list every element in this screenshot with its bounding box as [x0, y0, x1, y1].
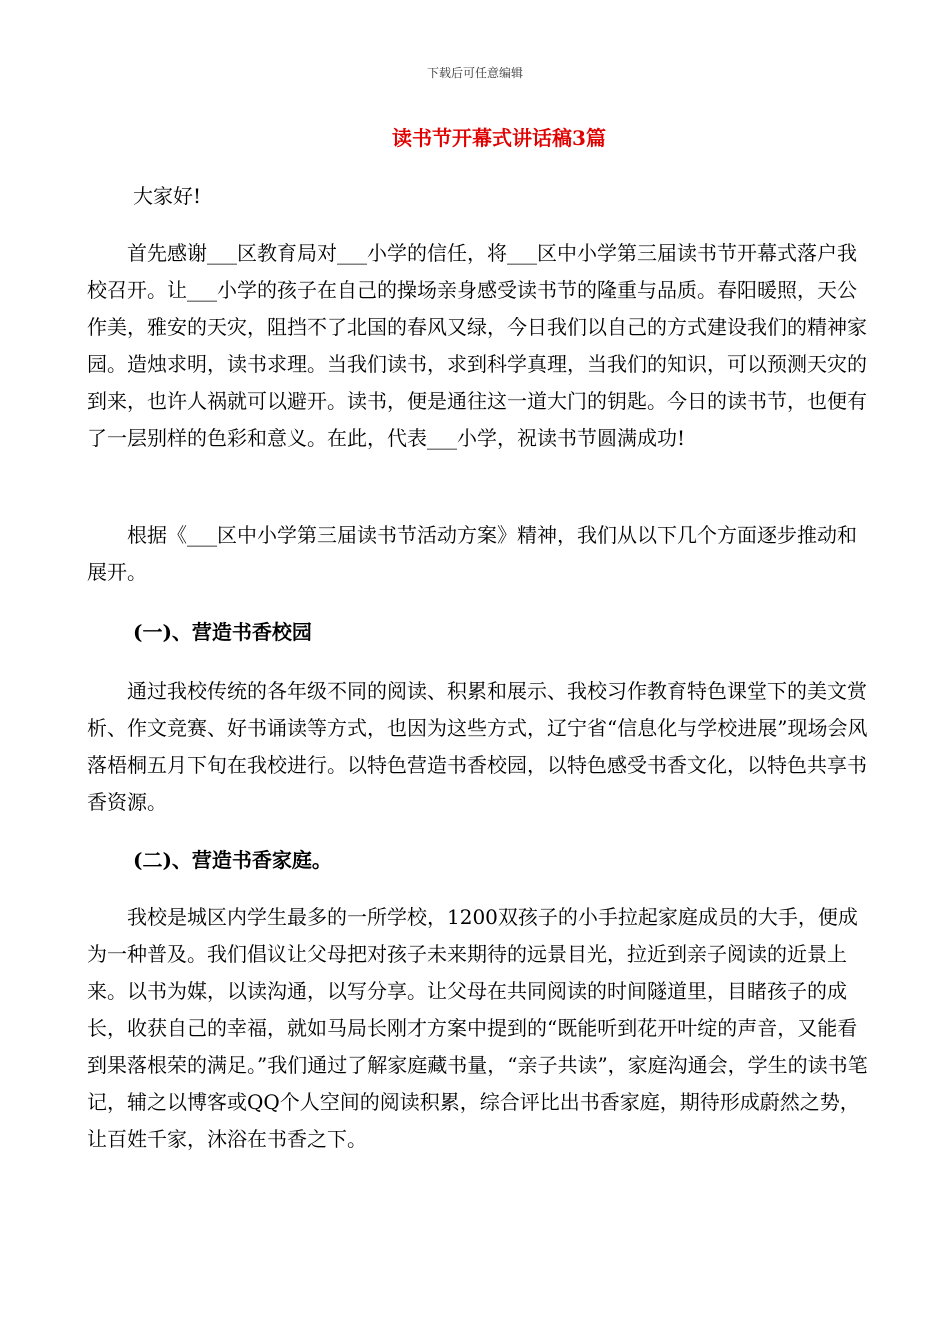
header-note: 下载后可任意编辑	[426, 66, 523, 80]
section-heading-campus: (一)、营造书香校园	[133, 620, 312, 644]
greeting-paragraph: 大家好!	[133, 184, 202, 208]
document-title: 读书节开幕式讲话稿3篇	[392, 126, 606, 150]
plan-paragraph: 根据《___区中小学第三届读书节活动方案》精神，我们从以下几个方面逐步推动和展开。	[87, 523, 857, 584]
opening-paragraph: 首先感谢___区教育局对___小学的信任，将___区中小学第三届读书节开幕式落户我校召开。让___小学的孩子在自己的操场亲身感受读书节的隆重与品质。春阳暖照，天公作美，雅安的天灾，阻挡不了北国的春风又绿，今日我们以自己的方式建设我们的精神家园。造烛求明，读书求理。当我们读书，求到科学真理，当我们的知识，可以预测天灾的到来，也许人祸就可以避开。读书，便是通往这一道大门的钥匙。今日的读书节，也便有了一层别样的色彩和意义。在此，代表___小学，祝读书节圆满成功!	[87, 241, 867, 450]
section-heading-family: (二)、营造书香家庭。	[133, 848, 332, 872]
campus-paragraph: 通过我校传统的各年级不同的阅读、积累和展示、我校习作教育特色课堂下的美文赏析、作文竞赛、好书诵读等方式，也因为这些方式，辽宁省“信息化与学校进展”现场会风落梧桐五月下旬在我校进行。以特色营造书香校园，以特色感受书香文化，以特色共享书香资源。	[87, 679, 868, 814]
family-paragraph: 我校是城区内学生最多的一所学校，1200双孩子的小手拉起家庭成员的大手，便成为一种普及。我们倡议让父母把对孩子未来期待的远景目光，拉近到亲子阅读的近景上来。以书为媒，以读沟通，以写分享。让父母在共同阅读的时间隧道里，目睹孩子的成长，收获自己的幸福，就如马局长刚才方案中提到的“既能听到花开叶绽的声音，又能看到果落根荣的满足。”我们通过了解家庭藏书量，“亲子共读”，家庭沟通会，学生的读书笔记，辅之以博客或QQ个人空间的阅读积累，综合评比出书香家庭，期待形成蔚然之势，让百姓千家，沐浴在书香之下。	[87, 905, 868, 1151]
